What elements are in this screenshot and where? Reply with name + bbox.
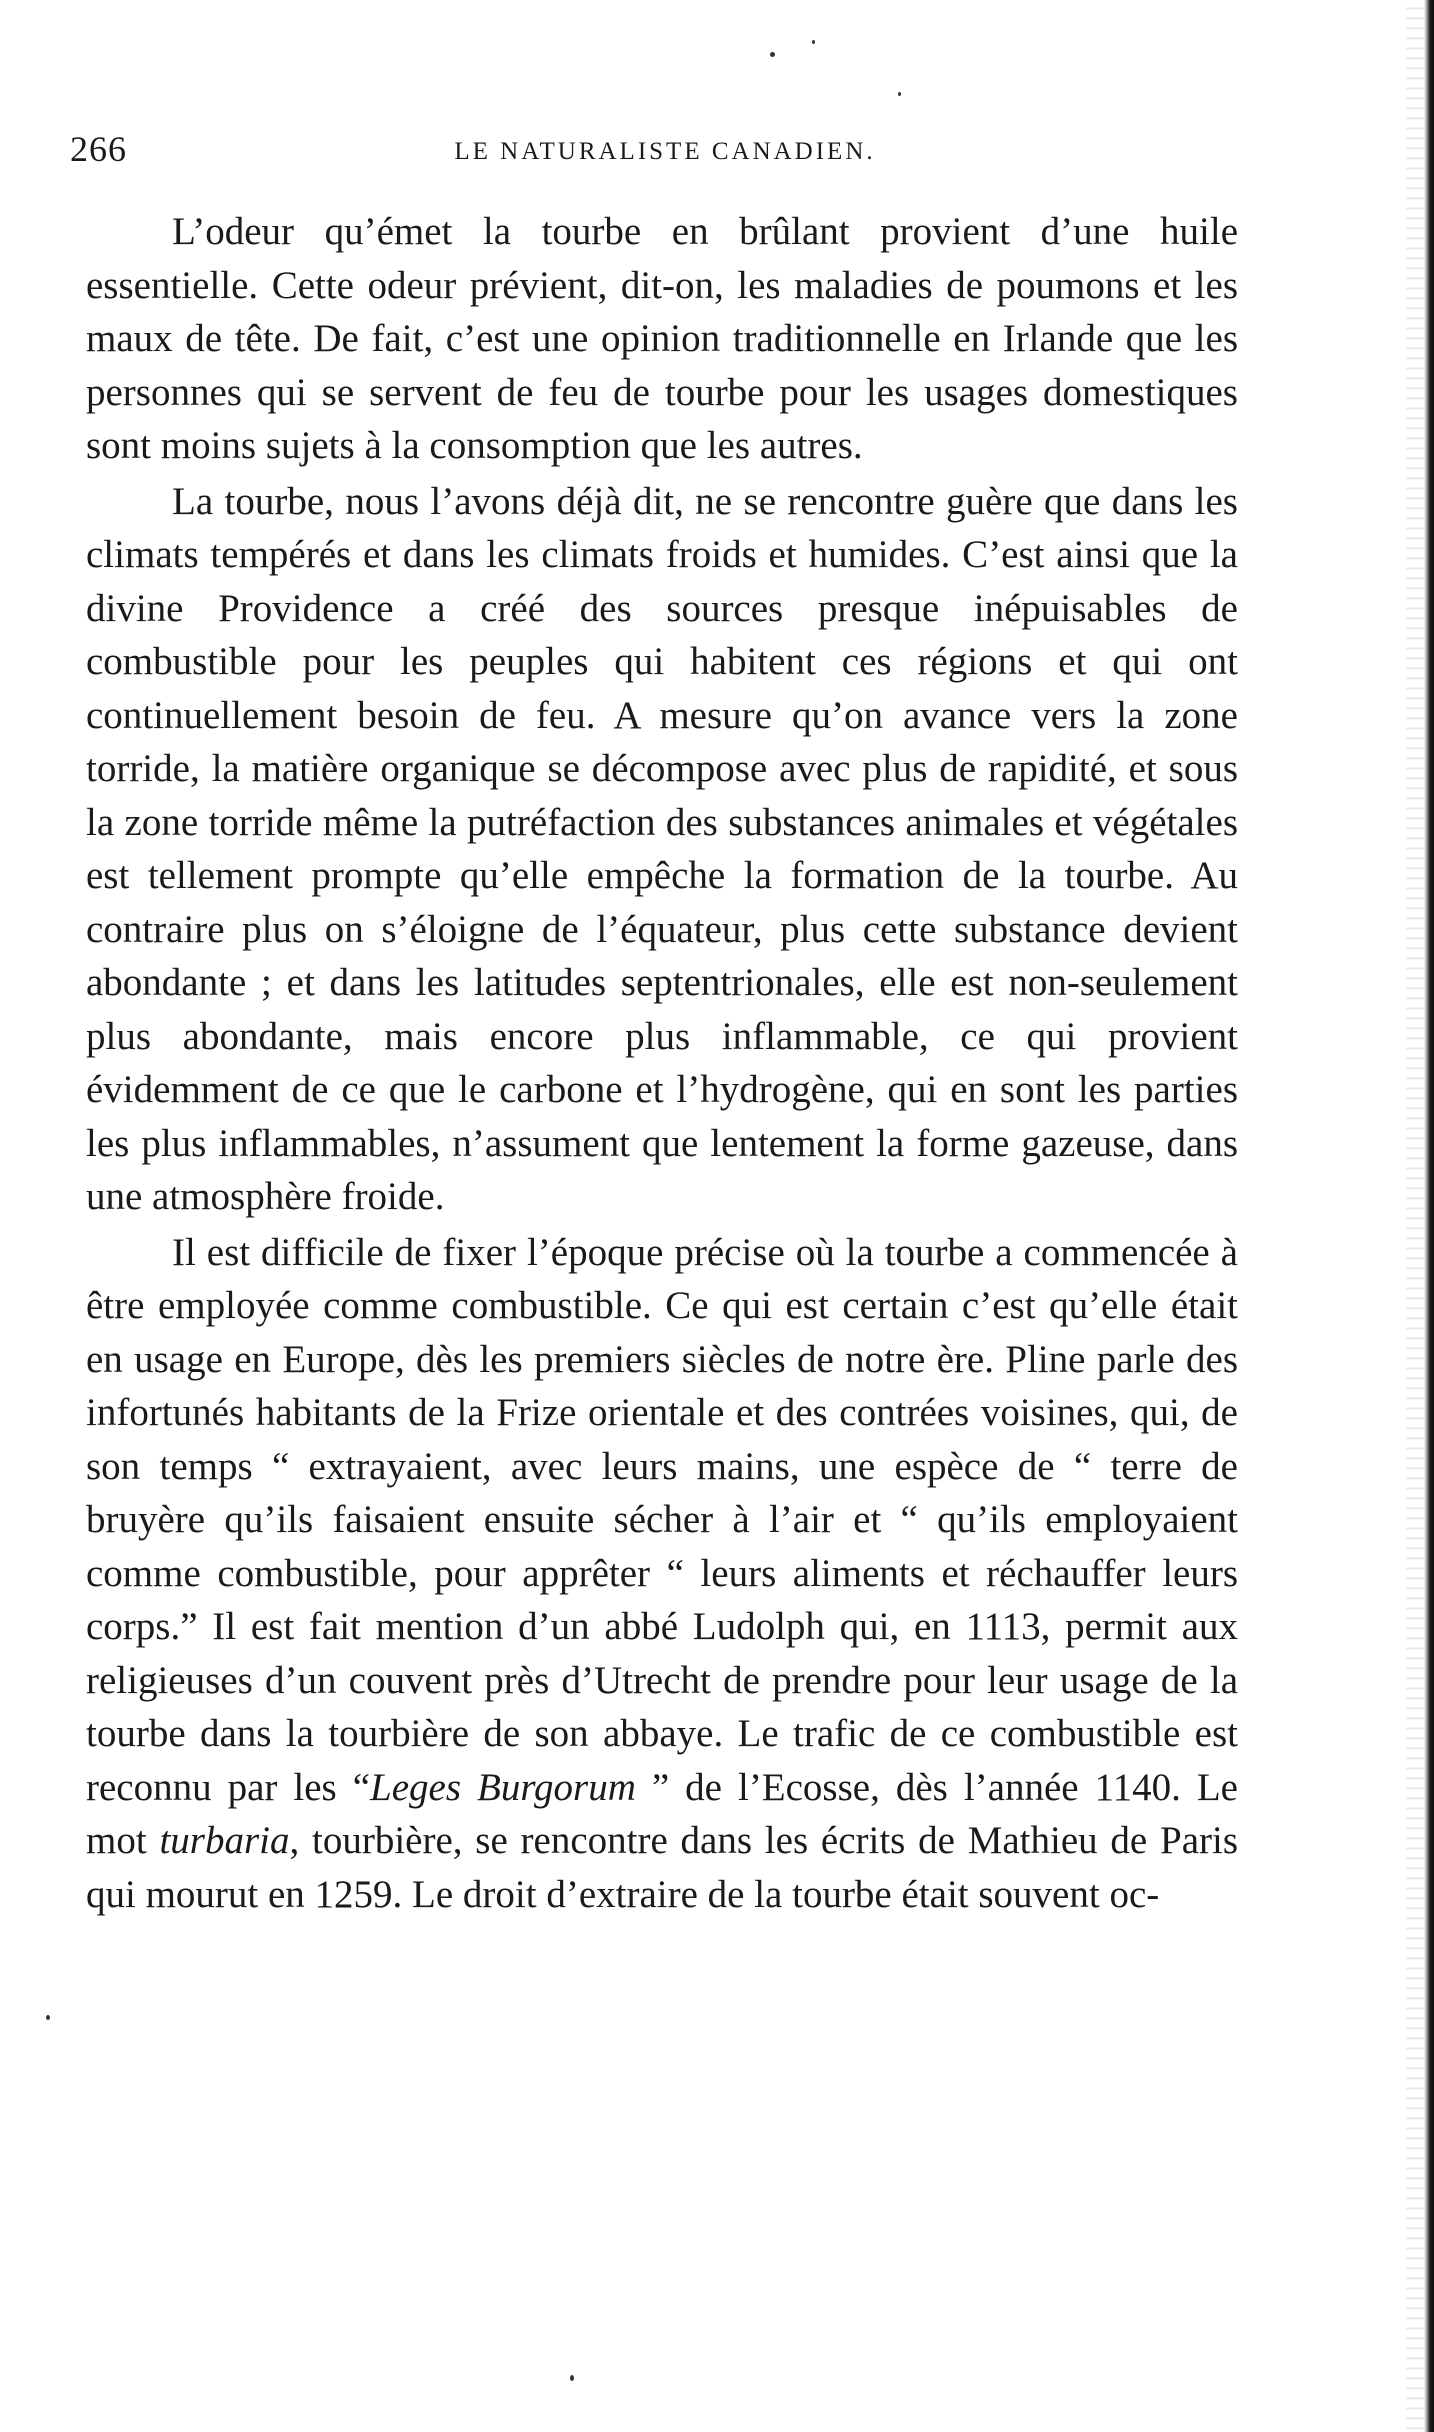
italic-title-leges-burgorum: Leges Burgorum [370,1765,636,1809]
text-segment: Il est difficile de fixer l’époque précise où la tourbe a commencée à être employée comme combustible. Ce qui est certain c’est qu’elle était en usage en Europe, dès les premiers siècles de notre ère. Pline parle des infortunés habitants de la Frize orientale et des contrées voisines, qui, de son temps “ extrayaient, avec leurs mains, une espèce de “ terre de bruyère qu’ils faisaient ensuite sécher à l’air et “ qu’ils employaient comme combustible, pour apprêter “ leurs aliments et réchauffer leurs corps.” Il est fait mention d’un abbé Ludolph qui, en 1113, permit aux religieuses d’un couvent près d’Utrecht de prendre pour leur usage de la tourbe dans la tourbière de son abbaye. Le trafic de ce combustible est reconnu par les “ [86,1230,1238,1809]
page-number: 266 [70,129,127,169]
scan-edge-noise [1406,0,1424,2432]
scan-speck [898,92,901,96]
body-text [86,205,1238,1923]
page-header [70,128,1260,178]
scan-speck [812,40,815,44]
paragraph [86,475,1238,1224]
scan-speck [570,2375,574,2381]
paragraph [86,205,1238,473]
paragraph [86,1226,1238,1922]
text-segment: L’odeur qu’émet la tourbe en brûlant provient d’une huile essentielle. Cette odeur prévient, dit-on, les maladies de poumons et les maux de tête. De fait, c’est une opinion traditionnelle en Irlande que les personnes qui se servent de feu de tourbe pour les usages domestiques sont moins sujets à la consomption que les autres. [86,210,1238,467]
text-segment: La tourbe, nous l’avons déjà dit, ne se rencontre guère que dans les climats tempérés et dans les climats froids et humides. C’est ainsi que la divine Providence a créé des sources presque inépuisables de combustible pour les peuples qui habitent ces régions et qui ont continuellement besoin de feu. A mesure qu’on avance vers la zone torride, la matière organique se décompose avec plus de rapidité, et sous la zone torride même la putréfaction des substances animales et végétales est tellement prompte qu’elle empêche la formation de la tourbe. Au contraire plus on s’éloigne de l’équateur, plus cette substance devient abondante ; et dans les latitudes septentrionales, elle est non-seulement plus abondante, mais encore plus inflammable, ce qui provient évidemment de ce que le carbone et l’hydrogène, qui en sont les parties les plus inflammables, n’assument que lentement la forme gazeuse, dans une atmosphère froide. [86,479,1238,1218]
italic-term-turbaria: turbaria [159,1819,290,1862]
text-segment: , tourbière, se rencontre dans les écrits de Mathieu de Paris qui mourut en 1259. Le droit d’extraire de la tourbe était souvent oc- [86,1819,1239,1916]
scan-edge [1424,0,1434,2432]
text-segment: ” de l’Ecosse, dès l’année 1140. Le mot [86,1765,1238,1862]
scan-speck [770,52,775,57]
running-title: LE NATURALISTE CANADIEN. [454,138,876,165]
scan-speck [46,2015,50,2020]
